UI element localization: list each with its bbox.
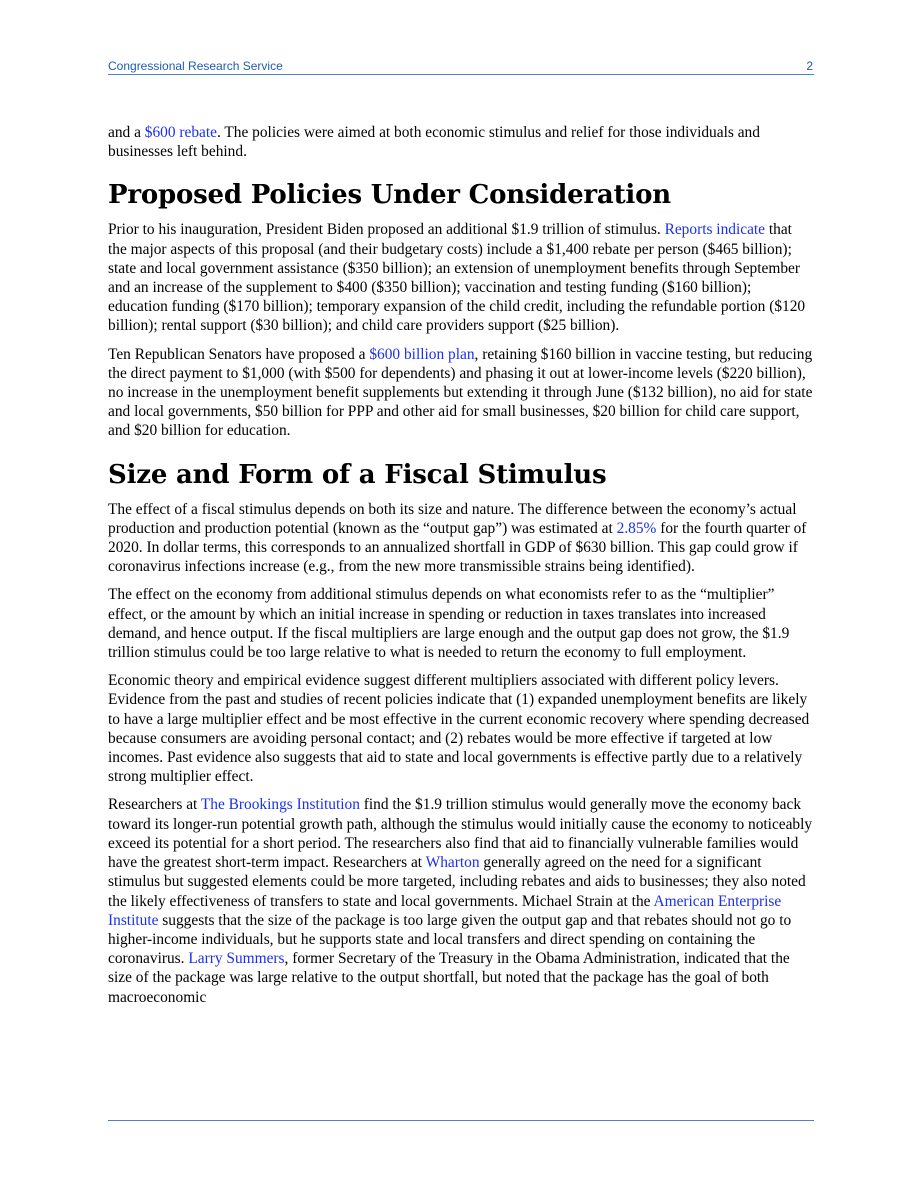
header-rule [108, 74, 814, 75]
paragraph-researchers [108, 795, 814, 1006]
section-heading-size-and-form: Size and Form of a Fiscal Stimulus [108, 459, 607, 490]
header-page-number: 2 [806, 59, 813, 73]
text-run: find the $1.9 trillion stimulus would generally move the economy back toward its longer-run potential growth path, although the stimulus would initially cause the economy to noticeably exceed its potential for a short period. The researchers also find that aid to financially vulnerable families would have the greatest short-term impact. Researchers at [108, 796, 813, 872]
text-run: generally agreed on the need for a significant stimulus but suggested elements could be more targeted, including rebates and aids to businesses; they also noted the likely effectiveness of transfers to state and local governments. Michael Strain at the [108, 854, 806, 910]
text-run: that the major aspects of this proposal (and their budgetary costs) include a $1,400 rebate per person ($465 billion); state and local government assistance ($350 billion); an extension of unemployment benefits through September and an increase of the supplement to $400 ($350 billion); vaccination and testing funding ($160 billion); education funding ($170 billion); temporary expansion of the child credit, including the refundable portion ($120 billion); rental support ($30 billion); and child care providers support ($25 billion). [108, 221, 806, 335]
section-heading-proposed-policies: Proposed Policies Under Consideration [108, 180, 671, 211]
text-run: , former Secretary of the Treasury in the Obama Administration, indicated that the size of the package was large relative to the output shortfall, but noted that the package has the goal of both macroeconomic [108, 950, 790, 1006]
header-org-name: Congressional Research Service [108, 59, 283, 73]
link-reports-indicate[interactable]: Reports indicate [664, 221, 766, 239]
text-run: , retaining $160 billion in vaccine testing, but reducing the direct payment to $1,000 (with $500 for dependents) and phasing it out at lower-income levels ($220 billion), no increase in the unemployment benefit supplements but extending it through June ($132 billion), no aid for state and local governments, $50 billion for PPP and other aid for small businesses, $20 billion for child care support, and $20 billion for education. [108, 345, 813, 440]
link-600-billion-plan[interactable]: $600 billion plan [369, 345, 475, 363]
paragraph-intro [108, 123, 814, 161]
link-output-gap-estimate[interactable]: 2.85% [616, 519, 657, 537]
paragraph-biden-proposal [108, 220, 814, 335]
paragraph-republican-plan [108, 345, 814, 441]
text-run: Ten Republican Senators have proposed a [108, 345, 370, 363]
footer-rule [108, 1120, 814, 1121]
link-600-rebate[interactable]: $600 rebate [144, 124, 217, 141]
text-run: . The policies were aimed at both economic stimulus and relief for those individuals and businesses left behind. [108, 124, 760, 161]
link-brookings[interactable]: The Brookings Institution [200, 796, 360, 814]
paragraph-output-gap [108, 500, 814, 577]
link-aei[interactable]: American Enterprise Institute [108, 892, 782, 929]
document-body [108, 123, 814, 1016]
text-run: for the fourth quarter of 2020. In dollar terms, this corresponds to an annualized shortfall in GDP of $630 billion. This gap could grow if coronavirus infections increase (e.g., from the new more transmissible strains being identified). [108, 519, 807, 576]
text-run: and a [108, 124, 145, 141]
link-larry-summers[interactable]: Larry Summers [188, 950, 285, 968]
paragraph-multiplier: The effect on the economy from additional stimulus depends on what economists refer to as the “multiplier” effect, or the amount by which an initial increase in spending or reduction in taxes translates into increased demand, and hence output. If the fiscal multipliers are large enough and the output gap does not grow, the $1.9 trillion stimulus could be too large relative to what is needed to return the economy to full employment. [108, 586, 790, 662]
text-run: Prior to his inauguration, President Biden proposed an additional $1.9 trillion of stimulus. [108, 221, 665, 239]
text-run: Researchers at [108, 796, 201, 814]
page-header [108, 58, 813, 74]
text-run: suggests that the size of the package is too large given the output gap and that rebates should not go to higher-income individuals, but he supports state and local transfers and direct spending on containing the coronavirus. [108, 911, 792, 968]
paragraph-economic-theory: Economic theory and empirical evidence suggest different multipliers associated with different policy levers. Evidence from the past and studies of recent policies indicate that (1) expanded unemployment benefits are likely to have a large multiplier effect and be most effective in the current economic recovery where spending decreased because consumers are avoiding personal contact; and (2) rebates would be more effective if targeted at low incomes. Past evidence also suggests that aid to state and local governments is effective partly due to a relatively strong multiplier effect. [108, 672, 810, 786]
text-run: The effect of a fiscal stimulus depends on both its size and nature. The difference between the economy’s actual production and production potential (known as the “output gap”) was estimated at [108, 500, 797, 537]
link-wharton[interactable]: Wharton [425, 854, 480, 872]
